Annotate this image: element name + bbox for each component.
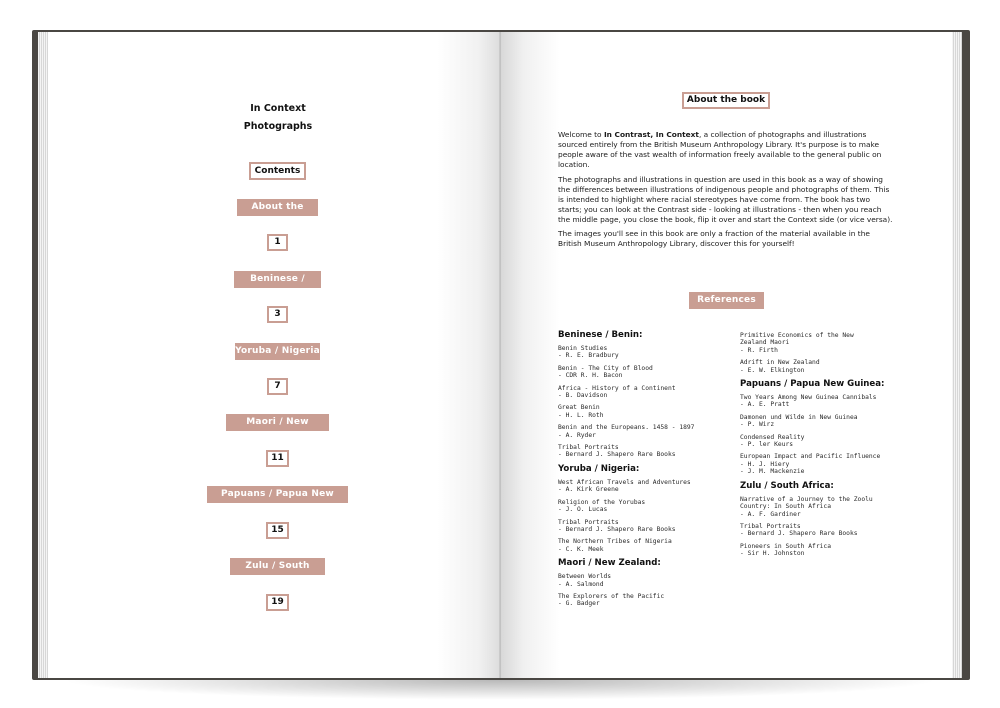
- page-edges-right: [952, 32, 962, 678]
- reference-item: Condensed Reality - P. ler Keurs: [740, 433, 805, 449]
- intro-paragraph-1: [558, 130, 893, 170]
- reference-item: Adrift in New Zealand - E. W. Elkington: [740, 359, 820, 374]
- intro-paragraph-2: The photographs and illustrations in question are used in this book as a way of showing the differences between illustrations of indigenous people and photographs of them. This is intended to highlight where racial stereotypes have come from. The book has two starts; you can look at the Contrast side - looking at illustrations - then when you reach the middle page, you close the book, flip it over and start the Context side (or vice versa).: [558, 174, 893, 224]
- toc-item-papuans-papua-new-guinea[interactable]: Papuans / Papua New Guinea: [207, 486, 348, 503]
- reference-item: Great Benin - H. L. Roth: [558, 404, 604, 419]
- reference-item: West African Travels and Adventures - A. Kirk Greene: [558, 478, 691, 494]
- about-text: [558, 130, 893, 254]
- reference-item: The Explorers of the Pacific - G. Badger: [558, 592, 665, 608]
- toc-item-beninese-benin[interactable]: Beninese / Benin: [234, 271, 321, 288]
- reference-item: European Impact and Pacific Influence - H. J. Hiery - J. M. Mackenzie: [740, 453, 881, 476]
- toc-item-zulu-south-africa[interactable]: Zulu / South Africa: [230, 558, 325, 575]
- references-column-2: [740, 332, 915, 563]
- reference-item: Tribal Portraits - Bernard J. Shapero Rare Books: [558, 444, 676, 459]
- reference-group-heading: Beninese / Benin:: [558, 330, 643, 340]
- reference-item: Pioneers in South Africa - Sir H. Johnston: [740, 542, 831, 558]
- contents-heading: Contents: [249, 162, 306, 180]
- toc-page-number: 19: [266, 594, 289, 611]
- book-title-line2: Photographs: [243, 121, 313, 132]
- page-edges-left: [38, 32, 48, 678]
- toc-page-number: 3: [267, 306, 288, 323]
- about-the-book-heading: About the book: [682, 92, 770, 109]
- references-heading: References: [689, 292, 764, 309]
- toc-page-number: 15: [266, 522, 289, 539]
- reference-group-heading: Zulu / South Africa:: [740, 480, 834, 491]
- reference-item: Benin and the Europeans. 1458 - 1897 - A. Ryder: [558, 424, 695, 439]
- left-page: [48, 32, 501, 678]
- toc-page-number: 11: [266, 450, 289, 467]
- reference-item: Benin - The City of Blood - CDR R. H. Bacon: [558, 364, 653, 380]
- reference-item: Africa - History of a Continent - B. Davidson: [558, 384, 676, 400]
- reference-item: Damonen und Wilde in New Guinea - P. Wirz: [740, 413, 858, 429]
- reference-item: Tribal Portraits - Bernard J. Shapero Rare Books: [558, 518, 676, 533]
- reference-item: Between Worlds - A. Salmond: [558, 573, 612, 588]
- intro-text: Welcome to: [558, 130, 604, 139]
- reference-item: The Northern Tribes of Nigeria - C. K. Meek: [558, 538, 672, 553]
- reference-item: Benin Studies - R. E. Bradbury: [558, 345, 619, 360]
- reference-group-papuans: [740, 379, 915, 476]
- right-page: [501, 32, 952, 678]
- reference-group-zulu: [740, 481, 915, 558]
- reference-group-yoruba: [558, 464, 733, 553]
- toc-page-number: 1: [267, 234, 288, 251]
- book-title-line1: In Context: [250, 103, 306, 114]
- references-column-1: [558, 330, 733, 613]
- reference-item: Tribal Portraits - Bernard J. Shapero Rare Books: [740, 522, 858, 538]
- intro-paragraph-3: The images you'll see in this book are only a fraction of the material available in the British Museum Anthropology Library, discover this for yourself!: [558, 229, 870, 248]
- book-name-emphasis: In Contrast, In Context: [603, 130, 699, 139]
- reference-item: Religion of the Yorubas - J. O. Lucas: [558, 498, 646, 514]
- toc-page-number: 7: [267, 378, 288, 395]
- intro-text: , a collection of photographs and illustrations sourced entirely from the British Museum Anthropology Library. It's purpose is to make people aware of the vast wealth of information freely available to the general public on location.: [558, 130, 882, 169]
- reference-item: Primitive Economics of the New Zealand Maori - R. Firth: [740, 332, 854, 354]
- reference-group-heading: Maori / New Zealand:: [558, 558, 661, 569]
- reference-group-maori: [558, 558, 733, 608]
- reference-item: Narrative of a Journey to the Zoolu Country: In South Africa - A. F. Gardiner: [740, 495, 873, 518]
- reference-group-heading: Papuans / Papua New Guinea:: [740, 379, 885, 390]
- toc-item-about-the-book[interactable]: About the Book: [237, 199, 318, 216]
- reference-group-benin: [558, 330, 733, 459]
- reference-item: Two Years Among New Guinea Cannibals - A. E. Pratt: [740, 394, 877, 409]
- reference-group-maori-continued: [740, 332, 915, 374]
- toc-item-maori-new-zealand[interactable]: Maori / New Zealand: [226, 414, 329, 431]
- toc-item-yoruba-nigeria[interactable]: Yoruba / Nigeria: [235, 343, 320, 360]
- reference-group-heading: Yoruba / Nigeria:: [558, 463, 640, 474]
